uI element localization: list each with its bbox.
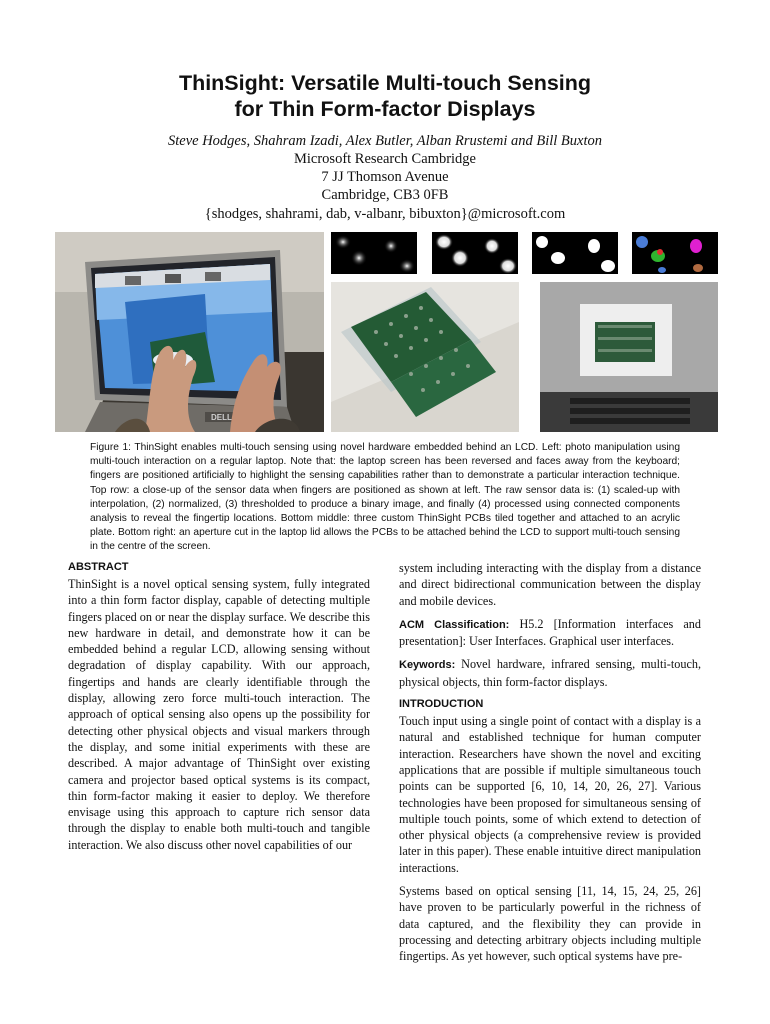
intro-paragraph-2: Systems based on optical sensing [11, 14, 15, 24, 25, 26] have proven to be particularly powerful in the richness of data captured, and the flexibility they can provide in processing and detecting arbitrary objects including multiple fingertips. As yet however, such optical systems have pre-: [399, 884, 701, 964]
fingertip-blob: [636, 236, 648, 248]
introduction-heading: INTRODUCTION: [399, 698, 484, 711]
title-line-1: ThinSight: Versatile Multi-touch Sensing: [178, 71, 592, 95]
affiliation-org: Microsoft Research Cambridge: [293, 151, 476, 167]
fingertip-blob: [657, 249, 663, 255]
sensor-raw-interpolated: [331, 232, 417, 274]
affiliation-emails: {shodges, shahrami, dab, v-albanr, bibuxton}@microsoft.com: [204, 206, 566, 222]
affiliation-street: 7 JJ Thomson Avenue: [321, 169, 449, 185]
figure-caption: Figure 1: ThinSight enables multi-touch sensing using novel hardware embedded behind an LCD. Left: photo manipulation using multi-touch interaction on a regular laptop. Note that: the laptop screen has been reversed and faces away from the keyboard; fingers are positioned artificially to highlight the sensing capabilities rather than to demonstrate a particular interaction technique. Top row: a close-up of the sensor data when fingers are positioned as shown at left. The raw sensor data is: (1) scaled-up with interpolation, (2) normalized, (3) thresholded to produce a binary image, and finally (4) processed using connected components analysis to reveal the fingertip locations. Bottom middle: three custom ThinSight PCBs tiled together and attached to an acrylic plate. Bottom right: an aperture cut in the laptop lid allows the PCBs to be attached behind the LCD to support multi-touch sensing in the centre of the screen.: [90, 442, 680, 553]
svg-text:DELL: DELL: [211, 413, 232, 422]
author-list: Steve Hodges, Shahram Izadi, Alex Butler, Alban Rrustemi and Bill Buxton: [167, 133, 602, 149]
right-column: [399, 560, 701, 972]
sensor-connected-components: [632, 232, 718, 274]
intro-paragraph-1: Touch input using a single point of contact with a display is a natural and established technique for human computer interaction. Researchers have shown the novel and exciting applications that are possible if multiple simultaneous touch points can be supported [6, 10, 14, 20, 26, 27]. Various technologies have been proposed for simultaneous sensing of multiple touch points, some of which extend to detection of other physical objects (a comprehensive review is provided later in this paper). These enable intuitive direct manipulation interactions.: [399, 714, 701, 875]
sensor-normalized: [432, 232, 518, 274]
acm-label: ACM Classification:: [399, 618, 510, 631]
left-column: [68, 560, 370, 860]
figure-laptop-lid-photo: [540, 282, 718, 432]
sensor-thresholded: [532, 232, 618, 274]
acm-text: H5.2 [Information interfaces and presentation]: User Interfaces. Graphical user interfaces.: [399, 616, 701, 649]
paper-title: [0, 70, 770, 122]
abstract-continuation: system including interacting with the display from a distance and direct bidirectional communication between the display and mobile devices.: [399, 561, 701, 608]
abstract-heading: ABSTRACT: [68, 561, 129, 573]
keywords-text: Novel hardware, infrared sensing, multi-touch, physical objects, thin form-factor displays.: [399, 657, 701, 689]
acm-classification: [399, 616, 701, 650]
fingertip-blob: [693, 264, 703, 272]
keywords: [399, 656, 701, 690]
figure-pcb-photo: [331, 282, 519, 432]
fingertip-blob: [690, 239, 702, 253]
figure-laptop-photo: [55, 232, 324, 432]
affiliation-city: Cambridge, CB3 0FB: [321, 187, 449, 203]
abstract-text: ThinSight is a novel optical sensing system, fully integrated into a thin form factor display, capable of detecting multiple fingers placed on or near the display surface. We describe this new hardware in detail, and demonstrate how it can be embedded behind a regular LCD, allowing sensing without degradation of display capability. With our approach, fingertips and hands are clearly identifiable through the display, allowing zero force multi-touch interaction. The approach of optical sensing also opens up the possibility for detecting other physical objects and visual markers through the display, and some initial experiments with these are described. A major advantage of ThinSight over existing camera and projector based optical systems is its compact, thin form-factor making it easier to deploy. We therefore envisage using this approach to capture rich sensor data through the display to enable both multi-touch and tangible interaction. We also discuss other novel capabilities of our: [68, 577, 370, 852]
fingertip-blob: [658, 267, 666, 273]
title-line-2: for Thin Form-factor Displays: [234, 97, 536, 121]
keywords-label: Keywords:: [399, 659, 456, 672]
